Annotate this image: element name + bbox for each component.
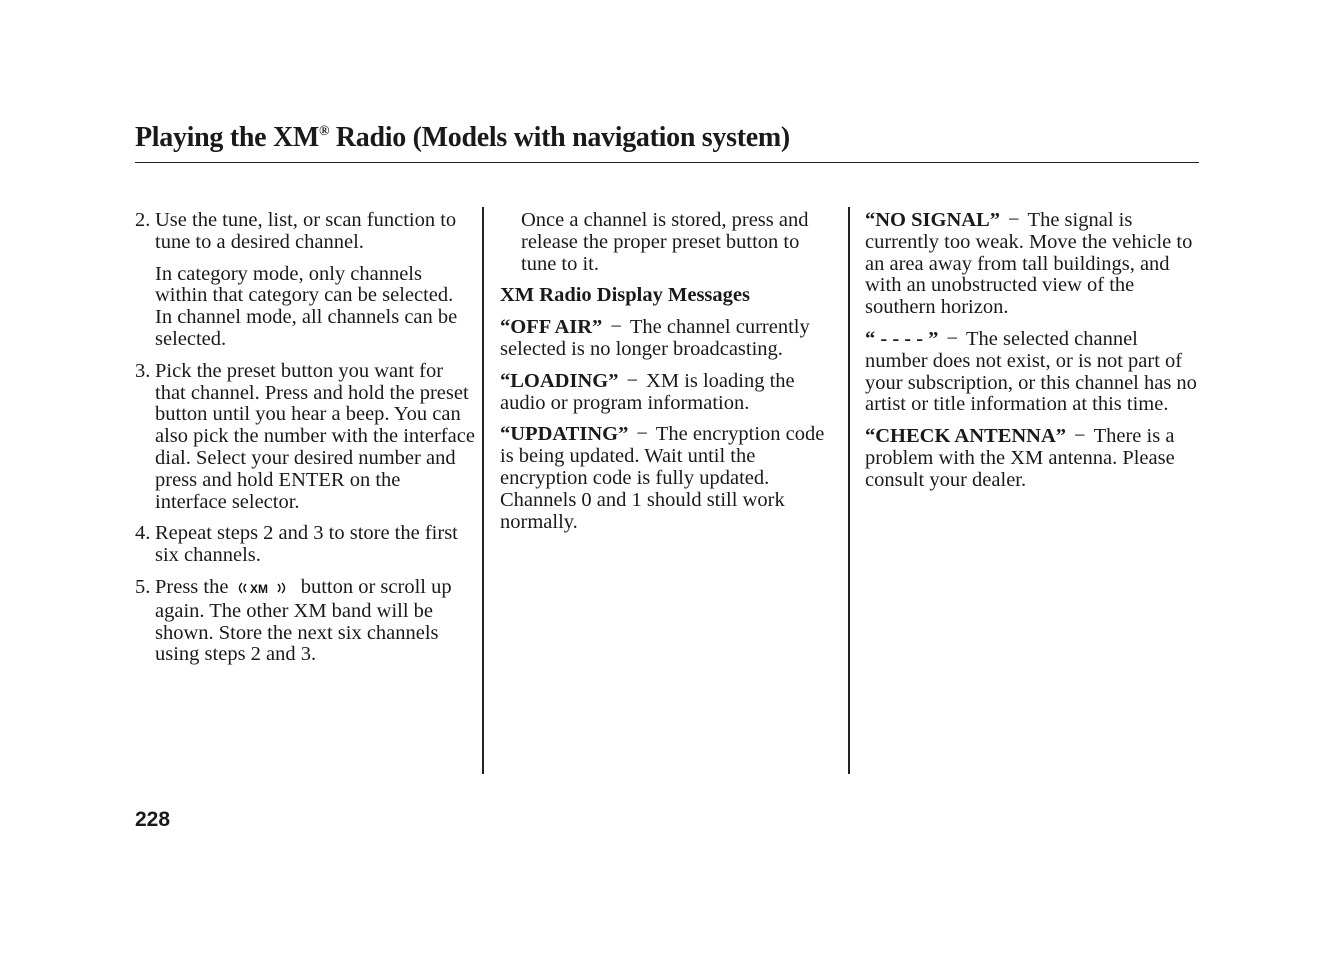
step-2-note: In category mode, only channels within that category can be selected. In channel mode, all channels can be selected. [155, 262, 458, 350]
step-number: 5. [135, 575, 151, 598]
message-updating [500, 424, 835, 533]
step-5 [135, 577, 475, 666]
message-no-signal [865, 210, 1205, 319]
message-text: The signal is currently too weak. Move the vehicle to an area away from tall buildings, and with an unobstructed view of the southern horizon. [865, 209, 1193, 319]
title-text: Playing the XM [135, 122, 320, 153]
dash: − [636, 423, 648, 446]
dash: − [1007, 209, 1020, 231]
message-loading [500, 371, 835, 415]
step-5-pre: Press the [155, 575, 229, 598]
column-divider [482, 207, 484, 774]
title-text-rest: Radio (Models with navigation system) [329, 122, 790, 153]
xm-radio-icon [236, 579, 294, 601]
step-text: Use the tune, list, or scan function to tune to a desired channel. [155, 209, 457, 253]
message-label: “OFF AIR” [500, 316, 603, 339]
step-number: 2. [135, 209, 151, 231]
dash: − [610, 316, 622, 339]
message-text: The selected channel number does not exist, or is not part of your subscription, or this channel has no artist or title information at this time. [865, 327, 1197, 416]
svg-text:XM: XM [249, 581, 268, 595]
stored-note: Once a channel is stored, press and release the proper preset button to tune to it. [521, 209, 809, 275]
column-middle [500, 210, 835, 543]
dash: − [1074, 425, 1086, 448]
step-number: 4. [135, 522, 151, 545]
message-label: “ - - - - ” [865, 327, 939, 350]
step-number: 3. [135, 359, 151, 382]
dash: − [946, 327, 958, 350]
step-5-post: button or scroll up again. The other XM band will be shown. Store the next six channels using steps 2 and 3. [155, 575, 452, 666]
message-label: “CHECK ANTENNA” [865, 425, 1067, 448]
column-divider [848, 207, 850, 774]
message-label: “NO SIGNAL” [865, 209, 1000, 231]
step-text: Pick the preset button you want for that channel. Press and hold the preset button until you hear a beep. You can also pick the number with the interface dial. Select your desired number and press and hold ENTER on the interface selector. [155, 359, 475, 513]
step-text [155, 577, 475, 666]
message-dashes [865, 329, 1205, 416]
step-4 [135, 523, 475, 567]
title-rule [135, 162, 1199, 163]
section-heading: XM Radio Display Messages [500, 284, 750, 307]
message-text: The channel currently selected is no longer broadcasting. [500, 316, 810, 360]
message-label: “UPDATING” [500, 423, 629, 446]
message-text: XM is loading the audio or program information. [500, 369, 795, 414]
message-label: “LOADING” [500, 369, 619, 392]
page-title [135, 122, 790, 154]
column-right [865, 210, 1205, 502]
message-off-air [500, 317, 835, 361]
page-number: 228 [135, 808, 171, 831]
message-check-antenna [865, 426, 1205, 491]
step-text: Repeat steps 2 and 3 to store the first six channels. [155, 522, 458, 567]
message-text: The encryption code is being updated. Wait until the encryption code is fully updated. Channels 0 and 1 should still work normally. [500, 423, 825, 533]
dash: − [626, 369, 639, 392]
column-left [135, 210, 475, 676]
message-text: There is a problem with the XM antenna. Please consult your dealer. [865, 425, 1175, 491]
step-3 [135, 361, 475, 514]
step-2 [135, 210, 475, 254]
registered-mark: ® [319, 124, 330, 139]
